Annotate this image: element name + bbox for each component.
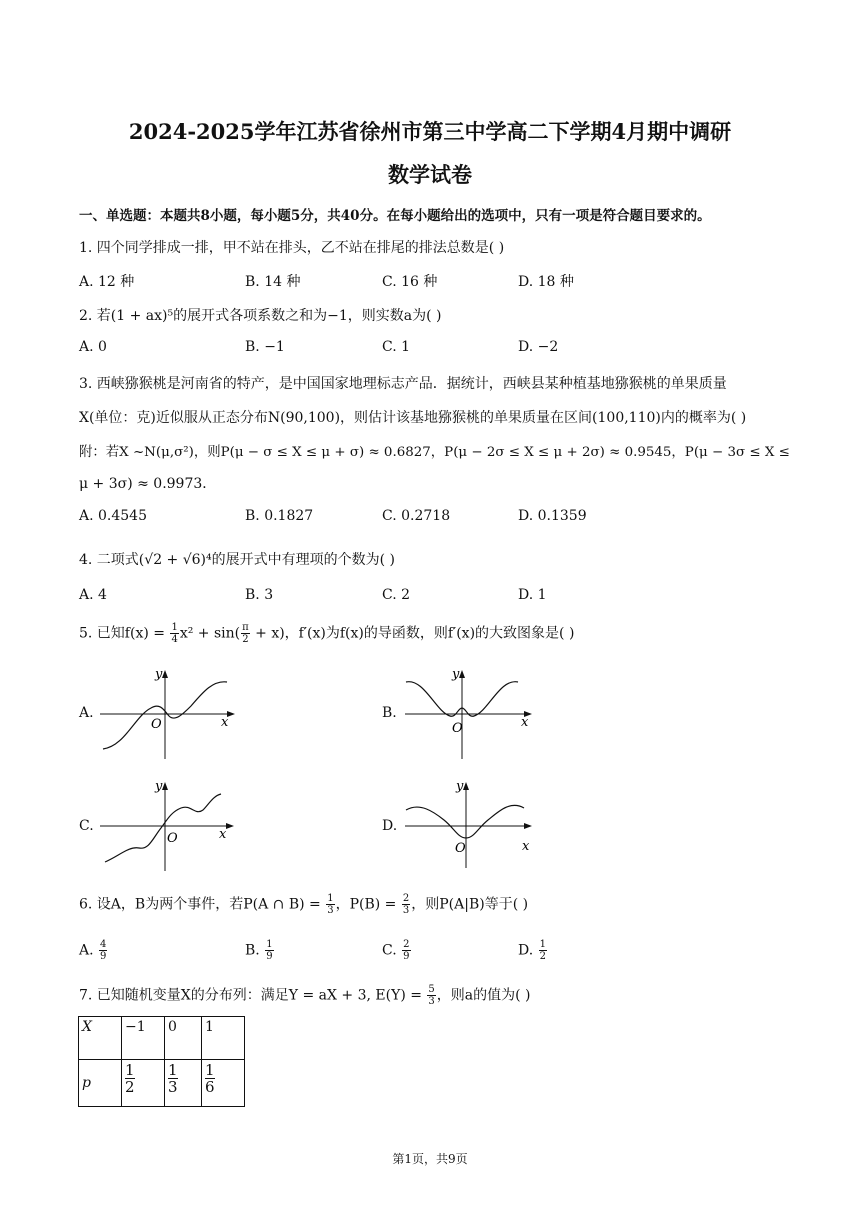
question-3-line-2: X(单位：克)近似服从正态分布N(90,100)，则估计该基地猕猴桃的单果质量在区间(100,110)内的概率为( ) — [79, 410, 747, 426]
q5-graph-b-origin: O — [452, 721, 463, 736]
question-4-stem: 4. 二项式(√2 + √6)⁴的展开式中有理项的个数为( ) — [79, 552, 396, 568]
question-1-stem: 1. 四个同学排成一排，甲不站在排头，乙不站在排尾的排法总数是( ) — [79, 240, 505, 256]
q3-option-d: D. 0.1359 — [518, 508, 587, 524]
title-line-1: 2024-2025学年江苏省徐州市第三中学高二下学期4月期中调研 — [128, 119, 732, 144]
table-cell: $\frac{1}{3}$ — [165, 1060, 202, 1107]
q5-graph-d — [400, 776, 545, 876]
q5-graph-c-origin: O — [167, 831, 178, 846]
table-cell: $\frac{1}{6}$ — [202, 1060, 245, 1107]
q5-graph-a-y-label: y — [155, 667, 163, 682]
q6-option-b: B. $\frac{1}{9}$ — [245, 939, 273, 962]
page-footer: 第1页，共9页 — [392, 1152, 468, 1166]
q6-option-c: C. $\frac{2}{9}$ — [382, 939, 410, 962]
q5-graph-a-origin: O — [151, 717, 162, 732]
q2-option-a: A. 0 — [79, 339, 107, 355]
q1-option-a: A. 12 种 — [79, 274, 135, 290]
question-3-line-4: μ + 3σ) ≈ 0.9973． — [79, 476, 217, 492]
q4-option-a: A. 4 — [79, 587, 107, 603]
q1-option-b: B. 14 种 — [245, 274, 301, 290]
table-cell: 1 — [202, 1017, 245, 1060]
title-line-2: 数学试卷 — [388, 162, 472, 187]
question-5-stem: 5. 已知f(x) = $\frac{1}{4}$ x² + sin( $\frac{\pi}{2}$ + x)，f′(x)为f(x)的导函数，则f′(x)的大致图象是( ) — [79, 622, 575, 645]
q3-option-b: B. 0.1827 — [245, 508, 314, 524]
q5-graph-c-y-label: y — [155, 779, 163, 794]
table-cell: p — [79, 1060, 122, 1107]
q5-graph-b-y-label: y — [452, 667, 460, 682]
q4-option-c: C. 2 — [382, 587, 411, 603]
q5-graph-b-x-label: x — [521, 715, 529, 730]
q5-option-b-label: B. — [382, 705, 397, 721]
question-6-stem: 6. 设A，B为两个事件，若P(A ∩ B) = $\frac{1}{3}$ ，P(B) = $\frac{2}{3}$ ，则P(A|B)等于( ) — [79, 893, 529, 916]
q1-option-c: C. 16 种 — [382, 274, 438, 290]
q5-graph-d-x-label: x — [522, 839, 530, 854]
q5-graph-c — [95, 776, 240, 876]
section-heading: 一、单选题：本题共8小题，每小题5分，共40分。在每小题给出的选项中，只有一项是符合题目要求的。 — [79, 208, 711, 224]
table-cell: X — [79, 1017, 122, 1060]
q3-option-c: C. 0.2718 — [382, 508, 451, 524]
q5-graph-c-x-label: x — [219, 827, 227, 842]
q1-option-d: D. 18 种 — [518, 274, 574, 290]
q5-graph-d-y-label: y — [456, 779, 464, 794]
question-7-stem: 7. 已知随机变量X的分布列：满足Y = aX + 3, E(Y) = $\frac{5}{3}$ ，则a的值为( ) — [79, 984, 531, 1007]
q3-option-a: A. 0.4545 — [79, 508, 147, 524]
q6-option-d: D. $\frac{1}{2}$ — [518, 939, 547, 962]
q5-graph-a — [95, 664, 240, 764]
q5-option-a-label: A. — [79, 705, 94, 721]
q6-option-a: A. $\frac{4}{9}$ — [79, 939, 107, 962]
q5-graph-d-origin: O — [455, 841, 466, 856]
q5-graph-a-x-label: x — [221, 715, 229, 730]
q4-option-d: D. 1 — [518, 587, 547, 603]
q5-option-d-label: D. — [382, 818, 398, 834]
q2-option-d: D. −2 — [518, 339, 559, 355]
table-cell: 0 — [165, 1017, 202, 1060]
q5-graph-b — [400, 664, 545, 764]
question-2-stem: 2. 若(1 + ax)⁵的展开式各项系数之和为−1，则实数a为( ) — [79, 308, 442, 324]
q4-option-b: B. 3 — [245, 587, 274, 603]
q2-option-c: C. 1 — [382, 339, 411, 355]
distribution-table — [78, 1016, 245, 1107]
question-3-line-1: 3. 西峡猕猴桃是河南省的特产，是中国国家地理标志产品．据统计，西峡县某种植基地猕猴桃的单果质量 — [79, 376, 727, 392]
table-cell: −1 — [122, 1017, 165, 1060]
q2-option-b: B. −1 — [245, 339, 285, 355]
question-3-line-3: 附：若X ~N(μ,σ²)，则P(μ − σ ≤ X ≤ μ + σ) ≈ 0.6827，P(μ − 2σ ≤ X ≤ μ + 2σ) ≈ 0.9545，P(μ − 3σ ≤ X ≤ — [79, 445, 790, 460]
table-cell: $\frac{1}{2}$ — [122, 1060, 165, 1107]
q5-option-c-label: C. — [79, 818, 94, 834]
